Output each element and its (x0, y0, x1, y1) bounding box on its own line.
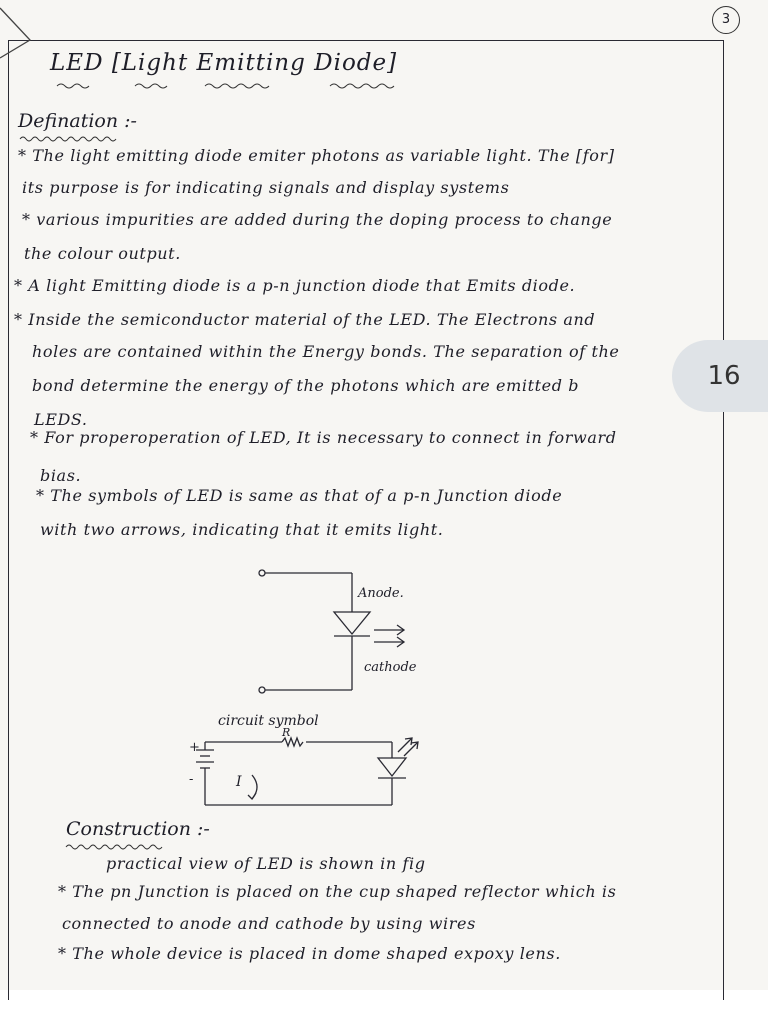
plus-label: + (189, 740, 200, 755)
definition-line-12: * The symbols of LED is same as that of a p-n Junction diode (36, 486, 563, 505)
definition-line-7: holes are contained within the Energy bonds. The separation of the (32, 342, 620, 361)
definition-heading: Defination :- (18, 110, 137, 132)
resistor-label: R (282, 726, 291, 739)
page-counter-badge: 16 (672, 340, 768, 412)
page-number: 3 (712, 6, 740, 34)
construction-line-4: * The whole device is placed in dome shaped expoxy lens. (58, 944, 561, 963)
construction-line-2: * The pn Junction is placed on the cup shaped reflector which is (58, 882, 617, 901)
construction-line-1: practical view of LED is shown in fig (106, 854, 426, 873)
definition-line-3: * various impurities are added during the doping process to change (22, 210, 613, 229)
construction-line-3: connected to anode and cathode by using wires (62, 914, 476, 933)
definition-line-9: LEDS. (34, 410, 88, 429)
definition-line-6: * Inside the semiconductor material of the LED. The Electrons and (14, 310, 596, 329)
construction-heading: Construction :- (66, 818, 210, 840)
current-label: I (236, 774, 242, 790)
definition-line-5: * A light Emitting diode is a p-n junction diode that Emits diode. (14, 276, 576, 295)
cathode-label: cathode (364, 660, 417, 675)
definition-line-8: bond determine the energy of the photons which are emitted b (32, 376, 580, 395)
definition-line-2: its purpose is for indicating signals and display systems (22, 178, 510, 197)
definition-line-4: the colour output. (24, 244, 181, 263)
circuit-symbol-label: circuit symbol (218, 713, 319, 729)
page-title: LED [Light Emitting Diode] (50, 50, 398, 76)
construction-underline (64, 842, 174, 852)
minus-label: - (189, 772, 194, 787)
definition-line-10: * For properoperation of LED, It is necessary to connect in forward (30, 428, 617, 447)
definition-line-11: bias. (40, 466, 82, 485)
definition-line-1: * The light emitting diode emiter photons as variable light. The [for] (18, 146, 615, 165)
definition-line-13: with two arrows, indicating that it emits light. (40, 520, 444, 539)
anode-label: Anode. (358, 586, 404, 601)
